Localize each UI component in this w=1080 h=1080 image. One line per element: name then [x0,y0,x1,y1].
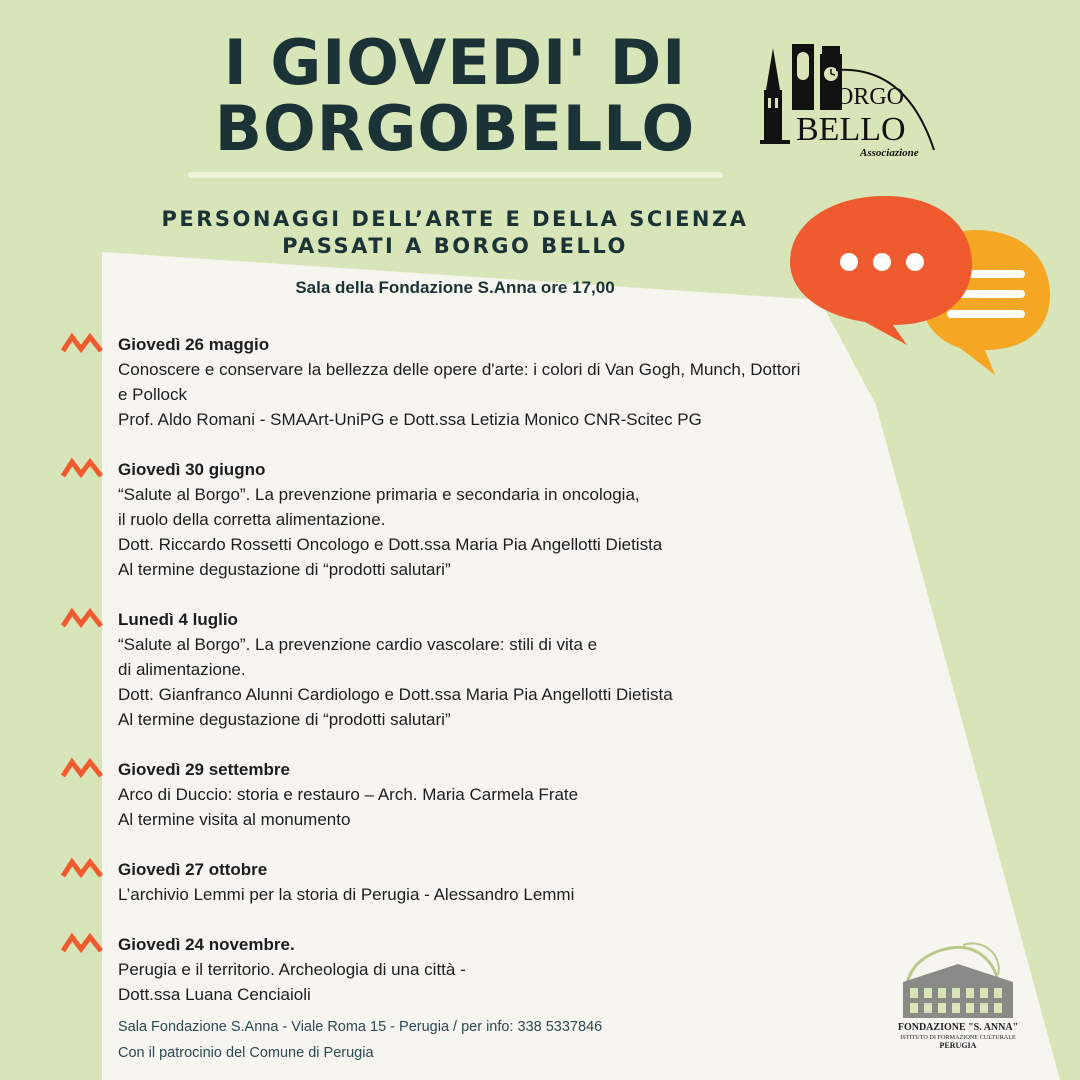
venue-time: Sala della Fondazione S.Anna ore 17,00 [295,278,615,297]
event-line: Dott.ssa Luana Cenciaioli [118,985,311,1004]
event-line: Perugia e il territorio. Archeologia di una città - [118,960,466,979]
speech-bubbles-icon [785,190,1055,380]
event-date: Giovedì 26 maggio [118,335,270,354]
subtitle-line-2: PASSATI A BORGO BELLO [282,234,628,258]
logo-text-borgo: BORGO [820,84,905,110]
event-line: Al termine degustazione di “prodotti salutari” [118,560,451,579]
event-line: il ruolo della corretta alimentazione. [118,510,386,529]
title-line-1: I GIOVEDI' DI [223,26,687,99]
event-line: Al termine visita al monumento [118,810,351,829]
subtitle [100,206,810,260]
zigzag-icon [60,757,106,779]
event-line: Dott. Gianfranco Alunni Cardiologo e Dott.ssa Maria Pia Angellotti Dietista [118,685,673,704]
page-title [160,26,750,165]
event-date: Giovedì 24 novembre. [118,935,295,954]
zigzag-icon [60,932,106,954]
event-line: Prof. Aldo Romani - SMAArt-UniPG e Dott.ssa Letizia Monico CNR-Scitec PG [118,410,702,429]
event-date: Lunedì 4 luglio [118,610,238,629]
event-line: “Salute al Borgo”. La prevenzione cardio vascolare: stili di vita e [118,635,598,654]
logo-bottom-name: FONDAZIONE "S. ANNA" [897,1022,1019,1033]
zigzag-icon [60,457,106,479]
zigzag-icon [60,607,106,629]
logo-text-associazione: Associazione [860,147,919,159]
title-line-2: BORGOBELLO [214,92,696,165]
zigzag-icon [60,857,106,879]
logo-text-bello: BELLO [796,111,906,148]
event-date: Giovedì 30 giugno [118,460,266,479]
title-underline [188,172,723,178]
event-line: Dott. Riccardo Rossetti Oncologo e Dott.ssa Maria Pia Angellotti Dietista [118,535,663,554]
event-line: e Pollock [118,385,187,404]
borgo-bello-logo [756,40,946,162]
fondazione-s-anna-logo [888,940,1028,1050]
zigzag-icon [60,332,106,354]
footer-patronage: Con il patrocinio del Comune di Perugia [118,1045,374,1061]
event-line: di alimentazione. [118,660,246,679]
subtitle-line-1: PERSONAGGI DELL’ARTE E DELLA SCIENZA [161,207,749,231]
event-line: Conoscere e conservare la bellezza delle opere d'arte: i colori di Van Gogh, Munch, Dottori [118,360,801,379]
event-date: Giovedì 29 settembre [118,760,290,779]
event-line: “Salute al Borgo”. La prevenzione primaria e secondaria in oncologia, [118,485,640,504]
footer-info: Sala Fondazione S.Anna - Viale Roma 15 - Perugia / per info: 338 5337846 [118,1019,603,1035]
event-line: L’archivio Lemmi per la storia di Perugia - Alessandro Lemmi [118,885,575,904]
event-line: Al termine degustazione di “prodotti salutari” [118,710,451,729]
event-line: Arco di Duccio: storia e restauro – Arch. Maria Carmela Frate [118,785,579,804]
logo-bottom-subtitle: ISTITUTO DI FORMAZIONE CULTURALE [900,1034,1016,1041]
logo-bottom-city: PERUGIA [939,1041,977,1050]
event-date: Giovedì 27 ottobre [118,860,268,879]
